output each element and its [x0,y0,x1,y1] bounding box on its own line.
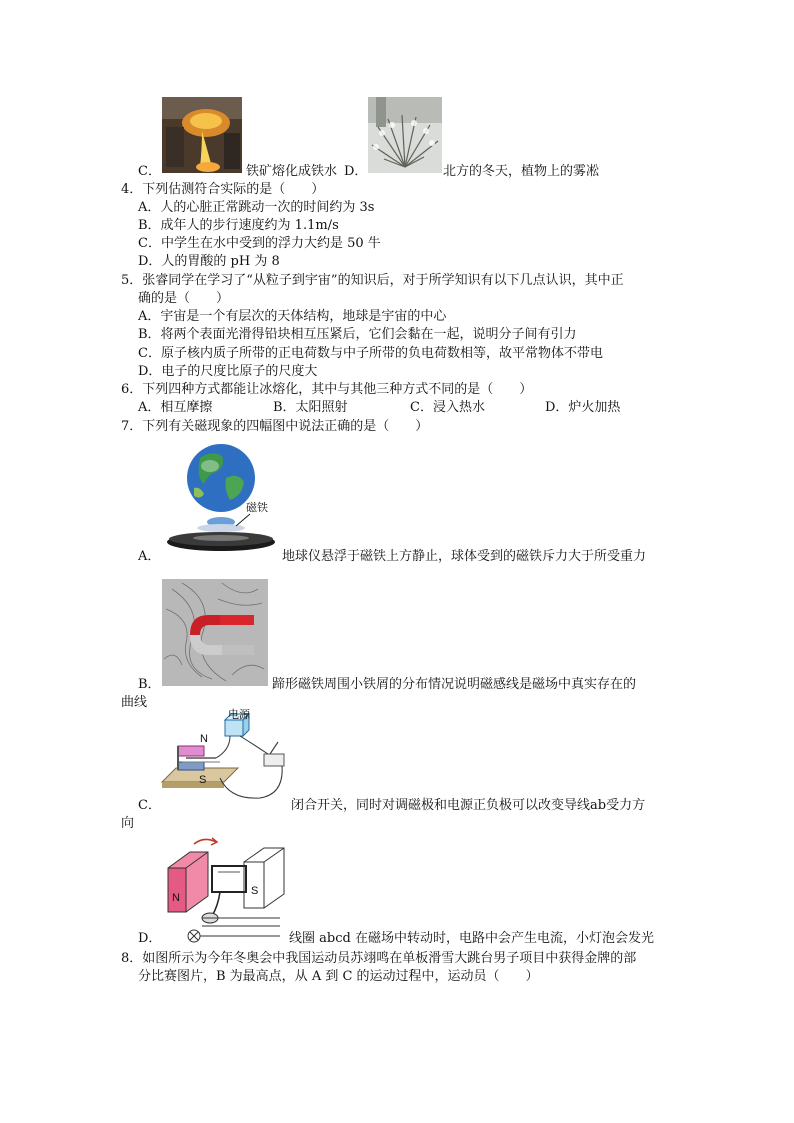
q7-option-b-text-line2: 曲线 [121,695,148,710]
q4-stem: 4．下列估测符合实际的是（ ） [121,182,325,197]
frost-rime-photo [368,97,442,173]
q7-option-c-label: C． [138,798,161,813]
q7-option-b-text-line1: 蹄形磁铁周围小铁屑的分布情况说明磁感线是磁场中真实存在的 [272,677,637,692]
q7-option-d-label: D． [138,931,162,946]
q4-option-c: C．中学生在水中受到的浮力大约是 50 牛 [138,236,381,251]
q5-stem-line2: 确的是（ ） [138,291,230,306]
q5-option-d: D．电子的尺度比原子的尺度大 [138,364,318,379]
q5-option-a: A．宇宙是一个有层次的天体结构，地球是宇宙的中心 [138,309,447,324]
horseshoe-magnet-figure [162,579,268,686]
q6-stem: 6．下列四种方式都能让冰熔化，其中与其他三种方式不同的是（ ） [121,382,533,397]
q6-option-b: B．太阳照射 [273,400,348,415]
q5-option-b: B．将两个表面光滑得铅块相互压紧后，它们会黏在一起，说明分子间有引力 [138,327,577,342]
q6-option-a: A．相互摩擦 [138,400,213,415]
q7-option-a-label: A． [138,549,161,564]
power-supply-label: 电源 [228,709,250,721]
q5-option-c: C．原子核内质子所带的正电荷数与中子所带的负电荷数相等，故平常物体不带电 [138,346,603,361]
q6-option-c: C．浸入热水 [410,400,485,415]
q8-stem-line2: 分比赛图片，B 为最高点，从 A 到 C 的运动过程中，运动员（ ） [138,969,539,984]
q7-option-c-text-line1: 闭合开关，同时对调磁极和电源正负极可以改变导线ab受力方 [291,798,646,813]
q5-stem-line1: 5．张睿同学在学习了“从粒子到宇宙”的知识后，对于所学知识有以下几点认识，其中正 [121,273,624,288]
q6-option-d: D．炉火加热 [545,400,621,415]
magnet-figure-label: 磁铁 [246,502,268,514]
magnet-north-label: N [200,733,208,745]
motor-circuit-figure [160,706,290,802]
q3-option-d-label: D． [344,164,368,179]
q7-stem: 7．下列有关磁现象的四幅图中说法正确的是（ ） [121,419,429,434]
q7-option-a-text: 地球仪悬浮于磁铁上方静止，球体受到的磁铁斥力大于所受重力 [282,549,647,564]
q3-option-c-label: C． [138,164,161,179]
generator-north-label: N [172,892,180,904]
molten-iron-photo [162,97,242,173]
q4-option-a: A．人的心脏正常跳动一次的时间约为 3s [138,200,375,215]
q4-option-d: D．人的胃酸的 pH 为 8 [138,254,280,269]
q7-option-b-label: B． [138,677,161,692]
generator-coil-figure [160,832,286,944]
q4-option-b: B．成年人的步行速度约为 1.1m/s [138,218,339,233]
q7-option-c-text-line2: 向 [121,816,135,831]
q3-option-c-text: 铁矿熔化成铁水 [246,164,338,179]
q8-stem-line1: 8．如图所示为今年冬奥会中我国运动员苏翊鸣在单板滑雪大跳台男子项目中获得金牌的部 [121,951,637,966]
generator-south-label: S [251,885,259,897]
q7-option-d-text: 线圈 abcd 在磁场中转动时，电路中会产生电流，小灯泡会发光 [289,931,654,946]
magnet-south-label: S [199,774,207,786]
q3-option-d-text: 北方的冬天，植物上的雾凇 [443,164,600,179]
floating-globe-figure [164,438,278,554]
